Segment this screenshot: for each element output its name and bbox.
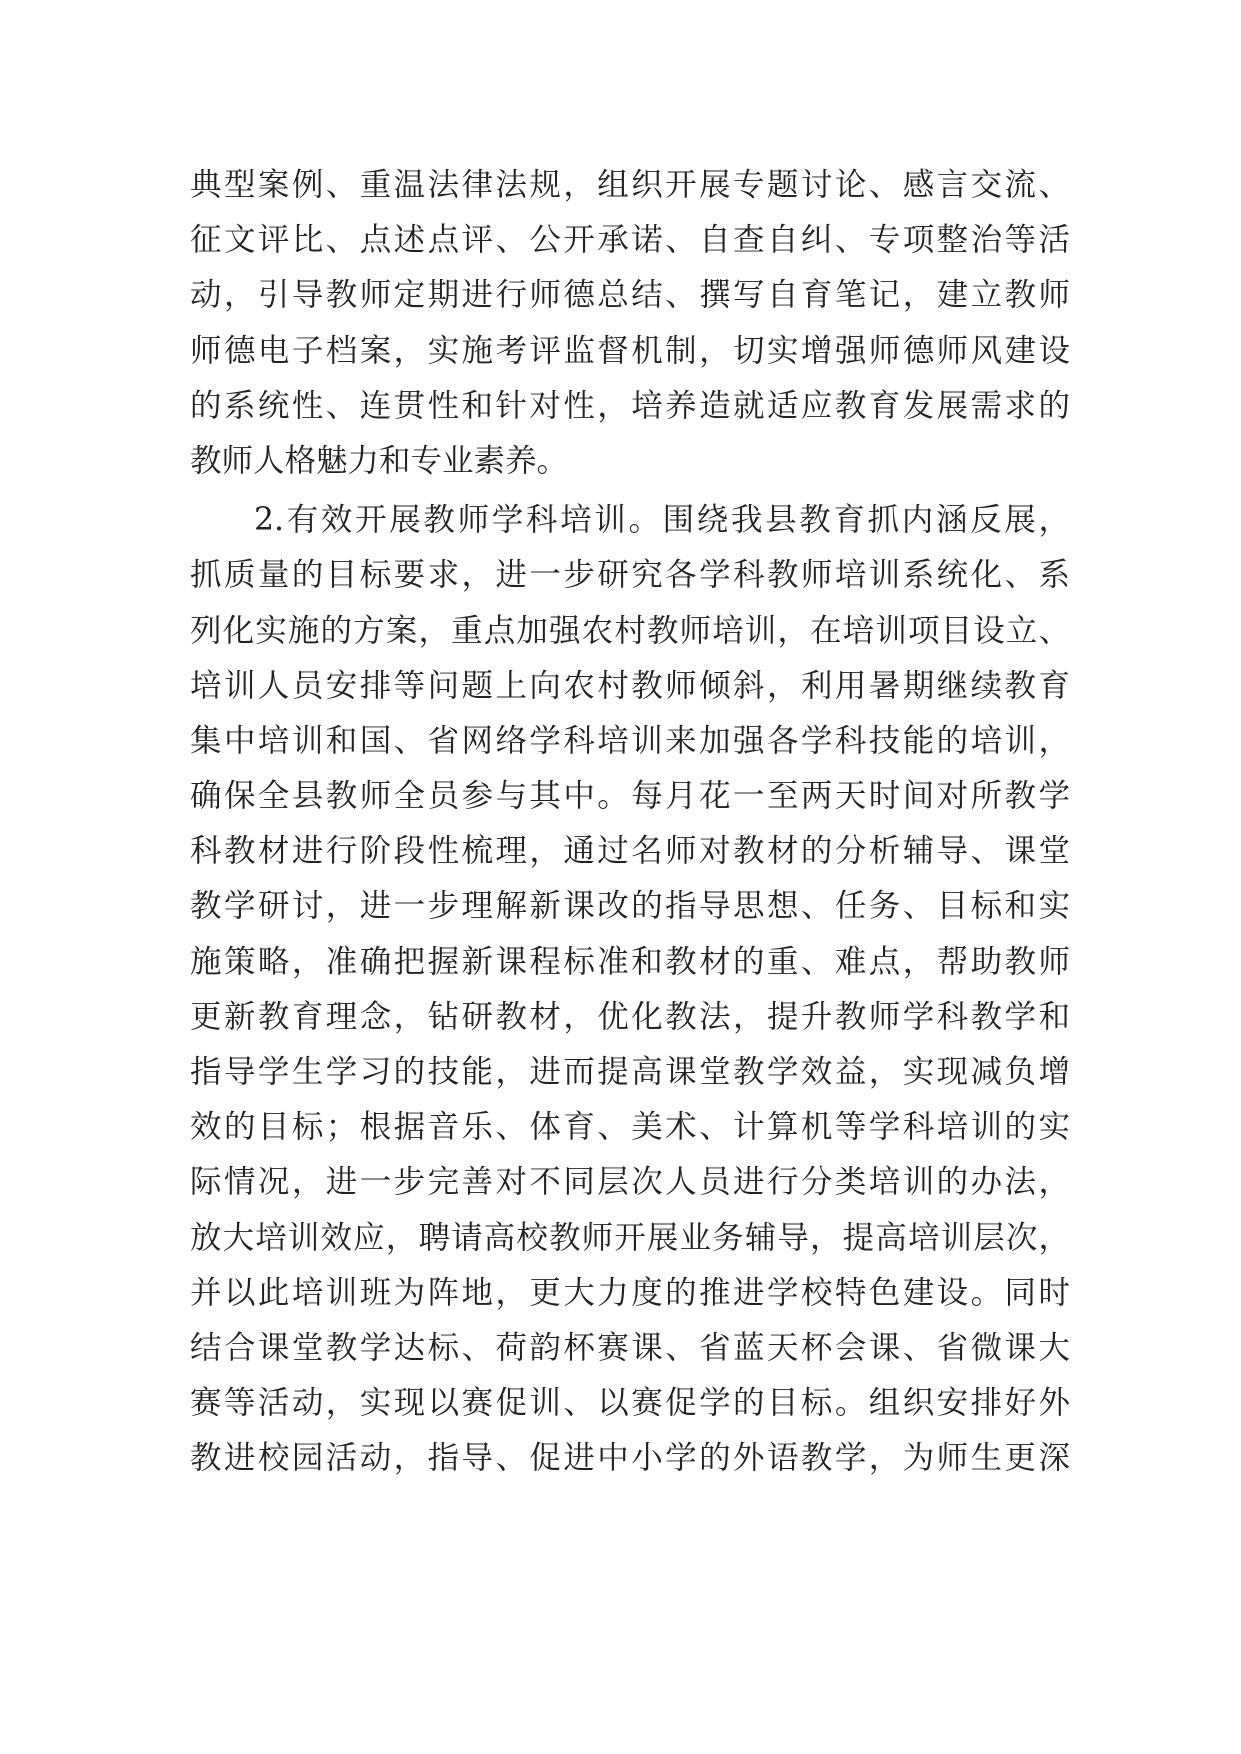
text-line: 并以此培训班为阵地，更大力度的推进学校特色建设。同时 xyxy=(190,1274,1070,1311)
text-line: 确保全县教师全员参与其中。每月花一至两天时间对所教学 xyxy=(190,778,1070,815)
text-line: 抓质量的目标要求，进一步研究各学科教师培训系统化、系 xyxy=(190,557,1070,594)
document-body xyxy=(190,158,1070,1487)
text-line-first: 2.有效开展教师学科培训。围绕我县教育抓内涵反展， xyxy=(254,502,1070,539)
text-line: 师德电子档案，实施考评监督机制，切实增强师德师风建设 xyxy=(190,332,1070,369)
text-line: 更新教育理念，钻研教材，优化教法，提升教师学科教学和 xyxy=(190,998,1070,1035)
text-line: 集中培训和国、省网络学科培训来加强各学科技能的培训， xyxy=(190,722,1070,759)
text-line: 典型案例、重温法律法规，组织开展专题讨论、感言交流、 xyxy=(190,167,1070,203)
text-line: 结合课堂教学达标、荷韵杯赛课、省蓝天杯会课、省微课大 xyxy=(190,1329,1070,1366)
text-line: 培训人员安排等问题上向农村教师倾斜，利用暑期继续教育 xyxy=(190,667,1070,704)
text-line: 的系统性、连贯性和针对性，培养造就适应教育发展需求的 xyxy=(190,387,1070,424)
text-line: 效的目标；根据音乐、体育、美术、计算机等学科培训的实 xyxy=(190,1109,1070,1146)
text-line: 征文评比、点述点评、公开承诺、自查自纠、专项整治等活 xyxy=(190,222,1070,259)
text-line: 科教材进行阶段性梳理，通过名师对教材的分析辅导、课堂 xyxy=(190,833,1070,870)
text-line: 教学研讨，进一步理解新课改的指导思想、任务、目标和实 xyxy=(190,888,1070,925)
paragraph-subject-training xyxy=(190,493,1070,1486)
text-line: 赛等活动，实现以赛促训、以赛促学的目标。组织安排好外 xyxy=(190,1385,1070,1422)
text-line: 际情况，进一步完善对不同层次人员进行分类培训的办法， xyxy=(190,1164,1070,1201)
text-line: 指导学生学习的技能，进而提高课堂教学效益，实现减负增 xyxy=(190,1054,1070,1090)
text-line: 列化实施的方案，重点加强农村教师培训，在培训项目设立、 xyxy=(190,612,1070,649)
text-line: 施策略，准确把握新课程标准和教材的重、难点，帮助教师 xyxy=(190,943,1070,980)
text-line: 教师人格魅力和专业素养。 xyxy=(190,442,569,479)
paragraph-moral-education xyxy=(190,158,1070,489)
text-line: 教进校园活动，指导、促进中小学的外语教学，为师生更深 xyxy=(190,1440,1070,1477)
text-line: 放大培训效应，聘请高校教师开展业务辅导，提高培训层次， xyxy=(190,1219,1070,1256)
text-line: 动，引导教师定期进行师德总结、撰写自育笔记，建立教师 xyxy=(190,277,1070,314)
